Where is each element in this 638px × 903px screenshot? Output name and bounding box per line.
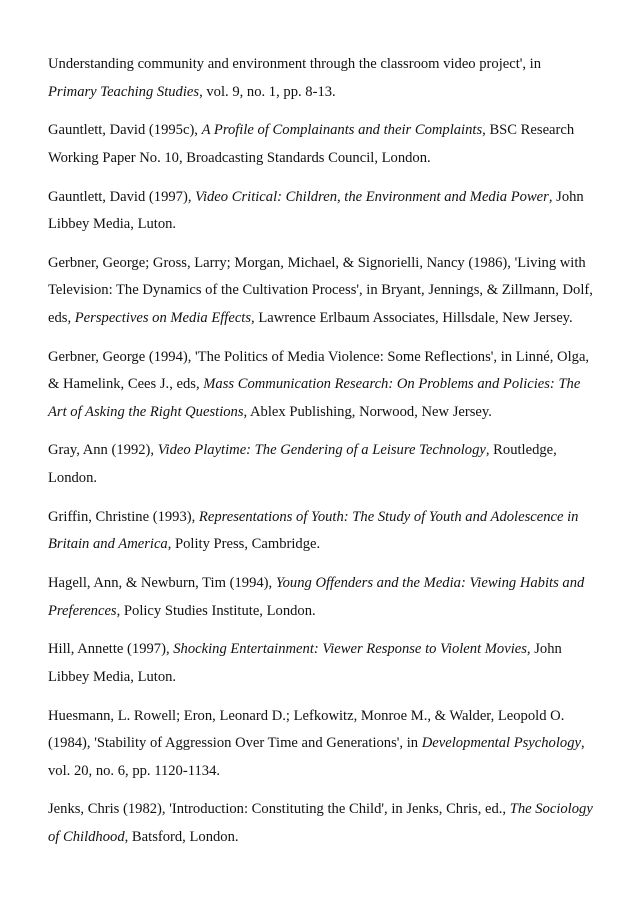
reference-text: , Routledge, — [485, 442, 557, 459]
reference-title-italic: Britain and America — [48, 536, 168, 553]
reference-line — [48, 277, 618, 305]
reference-title-italic: Shocking Entertainment: Viewer Response to Violent Movies — [173, 641, 527, 658]
reference-text: & Hamelink, Cees J., eds, — [48, 376, 204, 393]
reference-text: Libbey Media, Luton. — [48, 668, 177, 685]
reference-text: Hill, Annette (1997), — [48, 641, 174, 658]
reference-text: Gerbner, George (1994), 'The Politics of Media Violence: Some Reflections', in Linné, Olga, — [48, 348, 590, 365]
reference-text: , Polity Press, Cambridge. — [167, 536, 321, 553]
reference-line — [48, 758, 618, 786]
reference-title-italic: Representations of Youth: The Study of Youth and Adolescence in — [198, 508, 579, 525]
reference-text: Understanding community and environment through the classroom video project', in — [48, 56, 542, 72]
reference-text: Television: The Dynamics of the Cultivation Process', in Bryant, Jennings, & Zillmann, Dolf, — [48, 282, 593, 299]
reference-line — [48, 145, 618, 173]
reference-text: Gauntlett, David (1997), — [48, 188, 196, 205]
reference-line — [48, 570, 618, 598]
reference-list — [48, 51, 618, 863]
reference-text: eds, — [48, 309, 75, 326]
reference-entry — [48, 250, 618, 333]
reference-entry — [48, 796, 618, 851]
reference-title-italic: Developmental Psychology — [421, 735, 581, 752]
reference-title-italic: Preferences — [48, 602, 117, 619]
reference-line — [48, 703, 618, 731]
reference-text: Griffin, Christine (1993), — [48, 508, 199, 525]
reference-line — [48, 796, 618, 824]
reference-line — [48, 211, 618, 239]
reference-line — [48, 730, 618, 758]
reference-entry — [48, 51, 618, 106]
reference-line — [48, 465, 618, 493]
reference-text: , Lawrence Erlbaum Associates, Hillsdale, New Jersey. — [251, 309, 573, 326]
reference-text: Gerbner, George; Gross, Larry; Morgan, Michael, & Signorielli, Nancy (1986), 'Living with — [48, 254, 586, 271]
reference-entry — [48, 636, 618, 691]
reference-line — [48, 305, 618, 333]
reference-line — [48, 636, 618, 664]
reference-line — [48, 371, 618, 399]
reference-line — [48, 51, 618, 79]
reference-line — [48, 344, 618, 372]
reference-text: Gray, Ann (1992), — [48, 442, 158, 459]
reference-text: , vol. 9, no. 1, pp. 8-13. — [199, 83, 336, 100]
reference-text: , John — [548, 188, 584, 205]
reference-line — [48, 184, 618, 212]
reference-entry — [48, 570, 618, 625]
reference-title-italic: Mass Communication Research: On Problems and Policies: The — [203, 376, 581, 393]
reference-line — [48, 117, 618, 145]
reference-line — [48, 824, 618, 852]
reference-text: Libbey Media, Luton. — [48, 216, 177, 233]
reference-title-italic: Video Critical: Children, the Environment and Media Power — [195, 188, 549, 205]
reference-text: Hagell, Ann, & Newburn, Tim (1994), — [48, 575, 276, 592]
reference-text: London. — [48, 469, 98, 486]
reference-line — [48, 504, 618, 532]
reference-entry — [48, 117, 618, 172]
reference-text: Jenks, Chris (1982), 'Introduction: Constituting the Child', in Jenks, Chris, ed., — [48, 801, 510, 818]
reference-text: , — [580, 735, 585, 752]
reference-line — [48, 437, 618, 465]
reference-title-italic: Young Offenders and the Media: Viewing Habits and — [275, 575, 585, 592]
reference-title-italic: The Sociology — [509, 801, 593, 818]
reference-entry — [48, 184, 618, 239]
reference-line — [48, 250, 618, 278]
reference-line — [48, 664, 618, 692]
reference-entry — [48, 504, 618, 559]
reference-text: , Batsford, London. — [124, 828, 239, 845]
reference-text: vol. 20, no. 6, pp. 1120-1134. — [48, 762, 221, 779]
reference-text: Working Paper No. 10, Broadcasting Standards Council, London. — [48, 149, 431, 166]
reference-text: Gauntlett, David (1995c), — [48, 122, 202, 139]
reference-line — [48, 598, 618, 626]
reference-line — [48, 79, 618, 107]
reference-entry — [48, 703, 618, 786]
reference-text: (1984), 'Stability of Aggression Over Time and Generations', in — [48, 735, 422, 752]
reference-title-italic: Perspectives on Media Effects — [74, 309, 252, 326]
reference-title-italic: Primary Teaching Studies — [48, 83, 200, 100]
reference-text: , Policy Studies Institute, London. — [116, 602, 316, 619]
reference-text: Huesmann, L. Rowell; Eron, Leonard D.; Lefkowitz, Monroe M., & Walder, Leopold O. — [48, 707, 565, 724]
reference-text: , John — [526, 641, 562, 658]
reference-text: , BSC Research — [482, 122, 575, 139]
reference-text: , Ablex Publishing, Norwood, New Jersey. — [243, 403, 492, 420]
reference-title-italic: Art of Asking the Right Questions — [48, 403, 244, 420]
reference-title-italic: A Profile of Complainants and their Complaints — [201, 122, 483, 139]
reference-title-italic: of Childhood — [48, 828, 125, 845]
reference-entry — [48, 344, 618, 427]
reference-title-italic: Video Playtime: The Gendering of a Leisure Technology — [157, 442, 486, 459]
reference-line — [48, 399, 618, 427]
reference-line — [48, 531, 618, 559]
reference-entry — [48, 437, 618, 492]
